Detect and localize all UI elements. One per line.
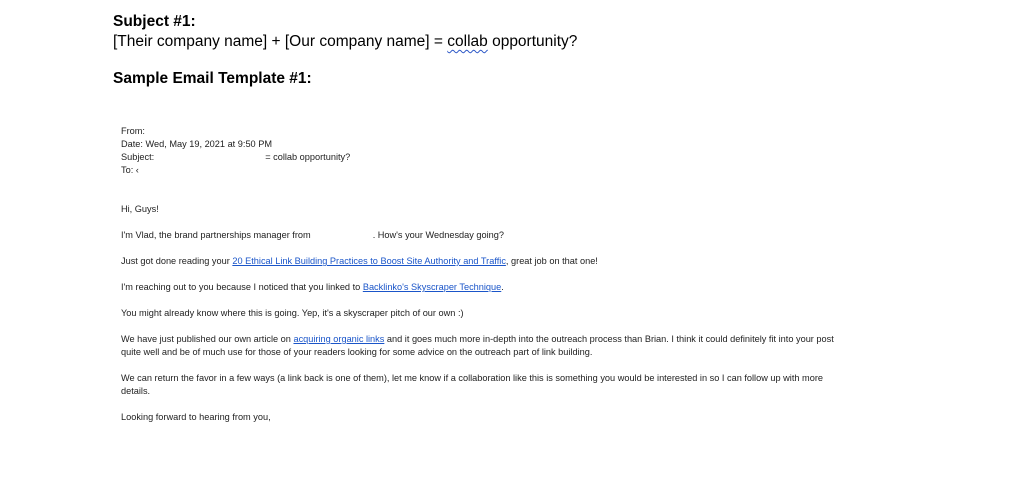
article-text-end: and it goes much more in-depth into the outreach process than Brian. I think it could definitely fit into your post — [384, 334, 834, 344]
subject-line — [121, 151, 911, 164]
paragraph-article-line2: quite well and be of much use for those of your readers looking for some advice on the outreach part of link building. — [121, 347, 593, 357]
from-line: From: — [121, 126, 145, 136]
subject-heading: Subject #1: — [113, 13, 196, 30]
document-header — [113, 12, 993, 89]
subject-label: Subject: — [121, 152, 155, 162]
reaching-text: I'm reaching out to you because I noticed that you linked to — [121, 282, 363, 292]
subject-prefix: [Their company name] + [Our company name] = — [113, 33, 448, 50]
subject-value: = collab opportunity? — [265, 152, 351, 162]
subject-suffix: opportunity? — [487, 33, 578, 50]
spellcheck-word: collab — [447, 33, 488, 50]
email-screenshot — [121, 125, 911, 424]
paragraph-skyscraper: You might already know where this is going. Yep, it's a skyscraper pitch of our own :) — [121, 308, 464, 318]
template-heading: Sample Email Template #1: — [113, 70, 312, 87]
article-text: We have just published our own article on — [121, 334, 294, 344]
date-line: Date: Wed, May 19, 2021 at 9:50 PM — [121, 139, 272, 149]
closing-line: Looking forward to hearing from you, — [121, 412, 271, 422]
greeting: Hi, Guys! — [121, 204, 159, 214]
reaching-text-end: . — [501, 282, 504, 292]
paragraph-reaching-out — [121, 281, 911, 294]
paragraph-favor: We can return the favor in a few ways (a link back is one of them), let me know if a collaboration like this is something you would be interested in so I can follow up with more — [121, 373, 823, 383]
reading-text: Just got done reading your — [121, 256, 233, 266]
subject-template-line — [113, 32, 993, 52]
paragraph-favor-line2: details. — [121, 386, 151, 396]
organic-links-link[interactable]: acquiring organic links — [293, 334, 385, 344]
reading-text-end: , great job on that one! — [505, 256, 598, 266]
backlinko-link[interactable]: Backlinko's Skyscraper Technique — [362, 282, 502, 292]
intro-text: I'm Vlad, the brand partnerships manager from — [121, 230, 311, 240]
article-link[interactable]: 20 Ethical Link Building Practices to Boost Site Authority and Traffic — [232, 256, 506, 266]
to-line: To: ‹ — [121, 165, 139, 175]
paragraph-intro — [121, 229, 911, 242]
email-headers — [121, 125, 911, 177]
paragraph-reading — [121, 255, 911, 268]
paragraph-article — [121, 333, 911, 346]
intro-text-end: . How's your Wednesday going? — [372, 230, 504, 240]
